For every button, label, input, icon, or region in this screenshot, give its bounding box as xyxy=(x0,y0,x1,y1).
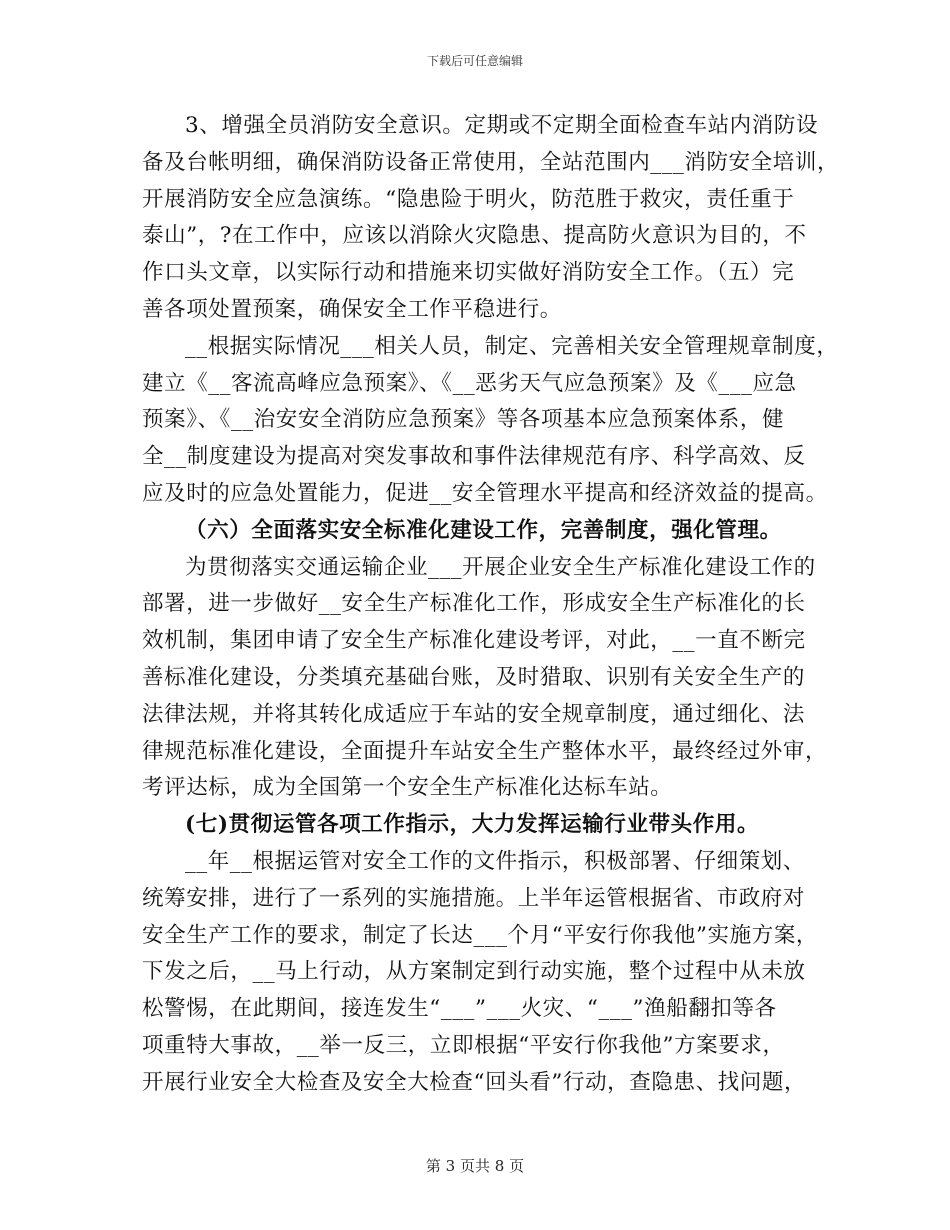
text-line: 部署，进一步做好__安全生产标准化工作，形成安全生产标准化的长 xyxy=(142,591,806,617)
text-line: 松警惕，在此期间，接连发生“___”___火灾、“___”渔船翻扣等各 xyxy=(142,996,777,1022)
text-line: __根据实际情况___相关人员，制定、完善相关安全管理规章制度， xyxy=(185,333,839,359)
text-line: 统筹安排，进行了一系列的实施措施。上半年运管根据省、市政府对 xyxy=(142,885,806,911)
text-line: 开展消防安全应急演练。“隐患险于明火，防范胜于救灾，责任重于 xyxy=(142,186,795,212)
text-line: 法律法规，并将其转化成适应于车站的安全规章制度，通过细化、法 xyxy=(142,701,806,727)
document-body xyxy=(142,108,840,1102)
text-line: 律规范标准化建设，全面提升车站安全生产整体水平，最终经过外审， xyxy=(142,738,828,764)
text-line: 作口头文章，以实际行动和措施来切实做好消防安全工作。（五）完 xyxy=(142,260,795,286)
text-line: 建立《__客流高峰应急预案》、《__恶劣天气应急预案》及《___应急 xyxy=(142,370,797,396)
text-line: 善标准化建设，分类填充基础台账，及时猎取、识别有关安全生产的 xyxy=(142,664,806,690)
text-line: 应及时的应急处置能力，促进__安全管理水平提高和经济效益的提高。 xyxy=(142,480,828,506)
text-line: 善各项处置预案，确保安全工作平稳进行。 xyxy=(142,296,562,322)
text-line: 安全生产工作的要求，制定了长达___个月“平安行你我他”实施方案， xyxy=(142,922,819,948)
text-line: 效机制，集团申请了安全生产标准化建设考评，对此，__一直不断完 xyxy=(142,628,806,654)
page-footer: 第 3 页共 8 页 xyxy=(425,1157,525,1175)
text-line: 下发之后，__马上行动，从方案制定到行动实施，整个过程中从未放 xyxy=(142,959,806,985)
section-heading: (七)贯彻运管各项工作指示，大力发挥运输行业带头作用。 xyxy=(185,812,760,838)
text-line: 开展行业安全大检查及安全大检查“回头看”行动，查隐患、找问题， xyxy=(142,1069,807,1095)
text-line: 全__制度建设为提高对突发事故和事件法律规范有序、科学高效、反 xyxy=(142,444,806,470)
text-line: 备及台帐明细，确保消防设备正常使用，全站范围内___消防安全培训， xyxy=(142,149,840,175)
page-header: 下载后可任意编辑 xyxy=(426,54,523,68)
text-line: 考评达标，成为全国第一个安全生产标准化达标车站。 xyxy=(142,775,673,801)
text-line: 3、增强全员消防安全意识。定期或不定期全面检查车站内消防设 xyxy=(185,113,819,138)
text-line: 泰山”，?在工作中，应该以消除火灾隐患、提高防火意识为目的，不 xyxy=(142,223,807,249)
text-line: __年__根据运管对安全工作的文件指示，积极部署、仔细策划、 xyxy=(185,848,806,874)
text-line: 为贯彻落实交通运输企业___开展企业安全生产标准化建设工作的 xyxy=(185,554,816,580)
section-heading: （六）全面落实安全标准化建设工作，完善制度，强化管理。 xyxy=(185,517,782,543)
text-line: 预案》、《__治安安全消防应急预案》等各项基本应急预案体系，健 xyxy=(142,407,785,433)
text-line: 项重特大事故，__举一反三，立即根据“平安行你我他”方案要求， xyxy=(142,1032,785,1058)
